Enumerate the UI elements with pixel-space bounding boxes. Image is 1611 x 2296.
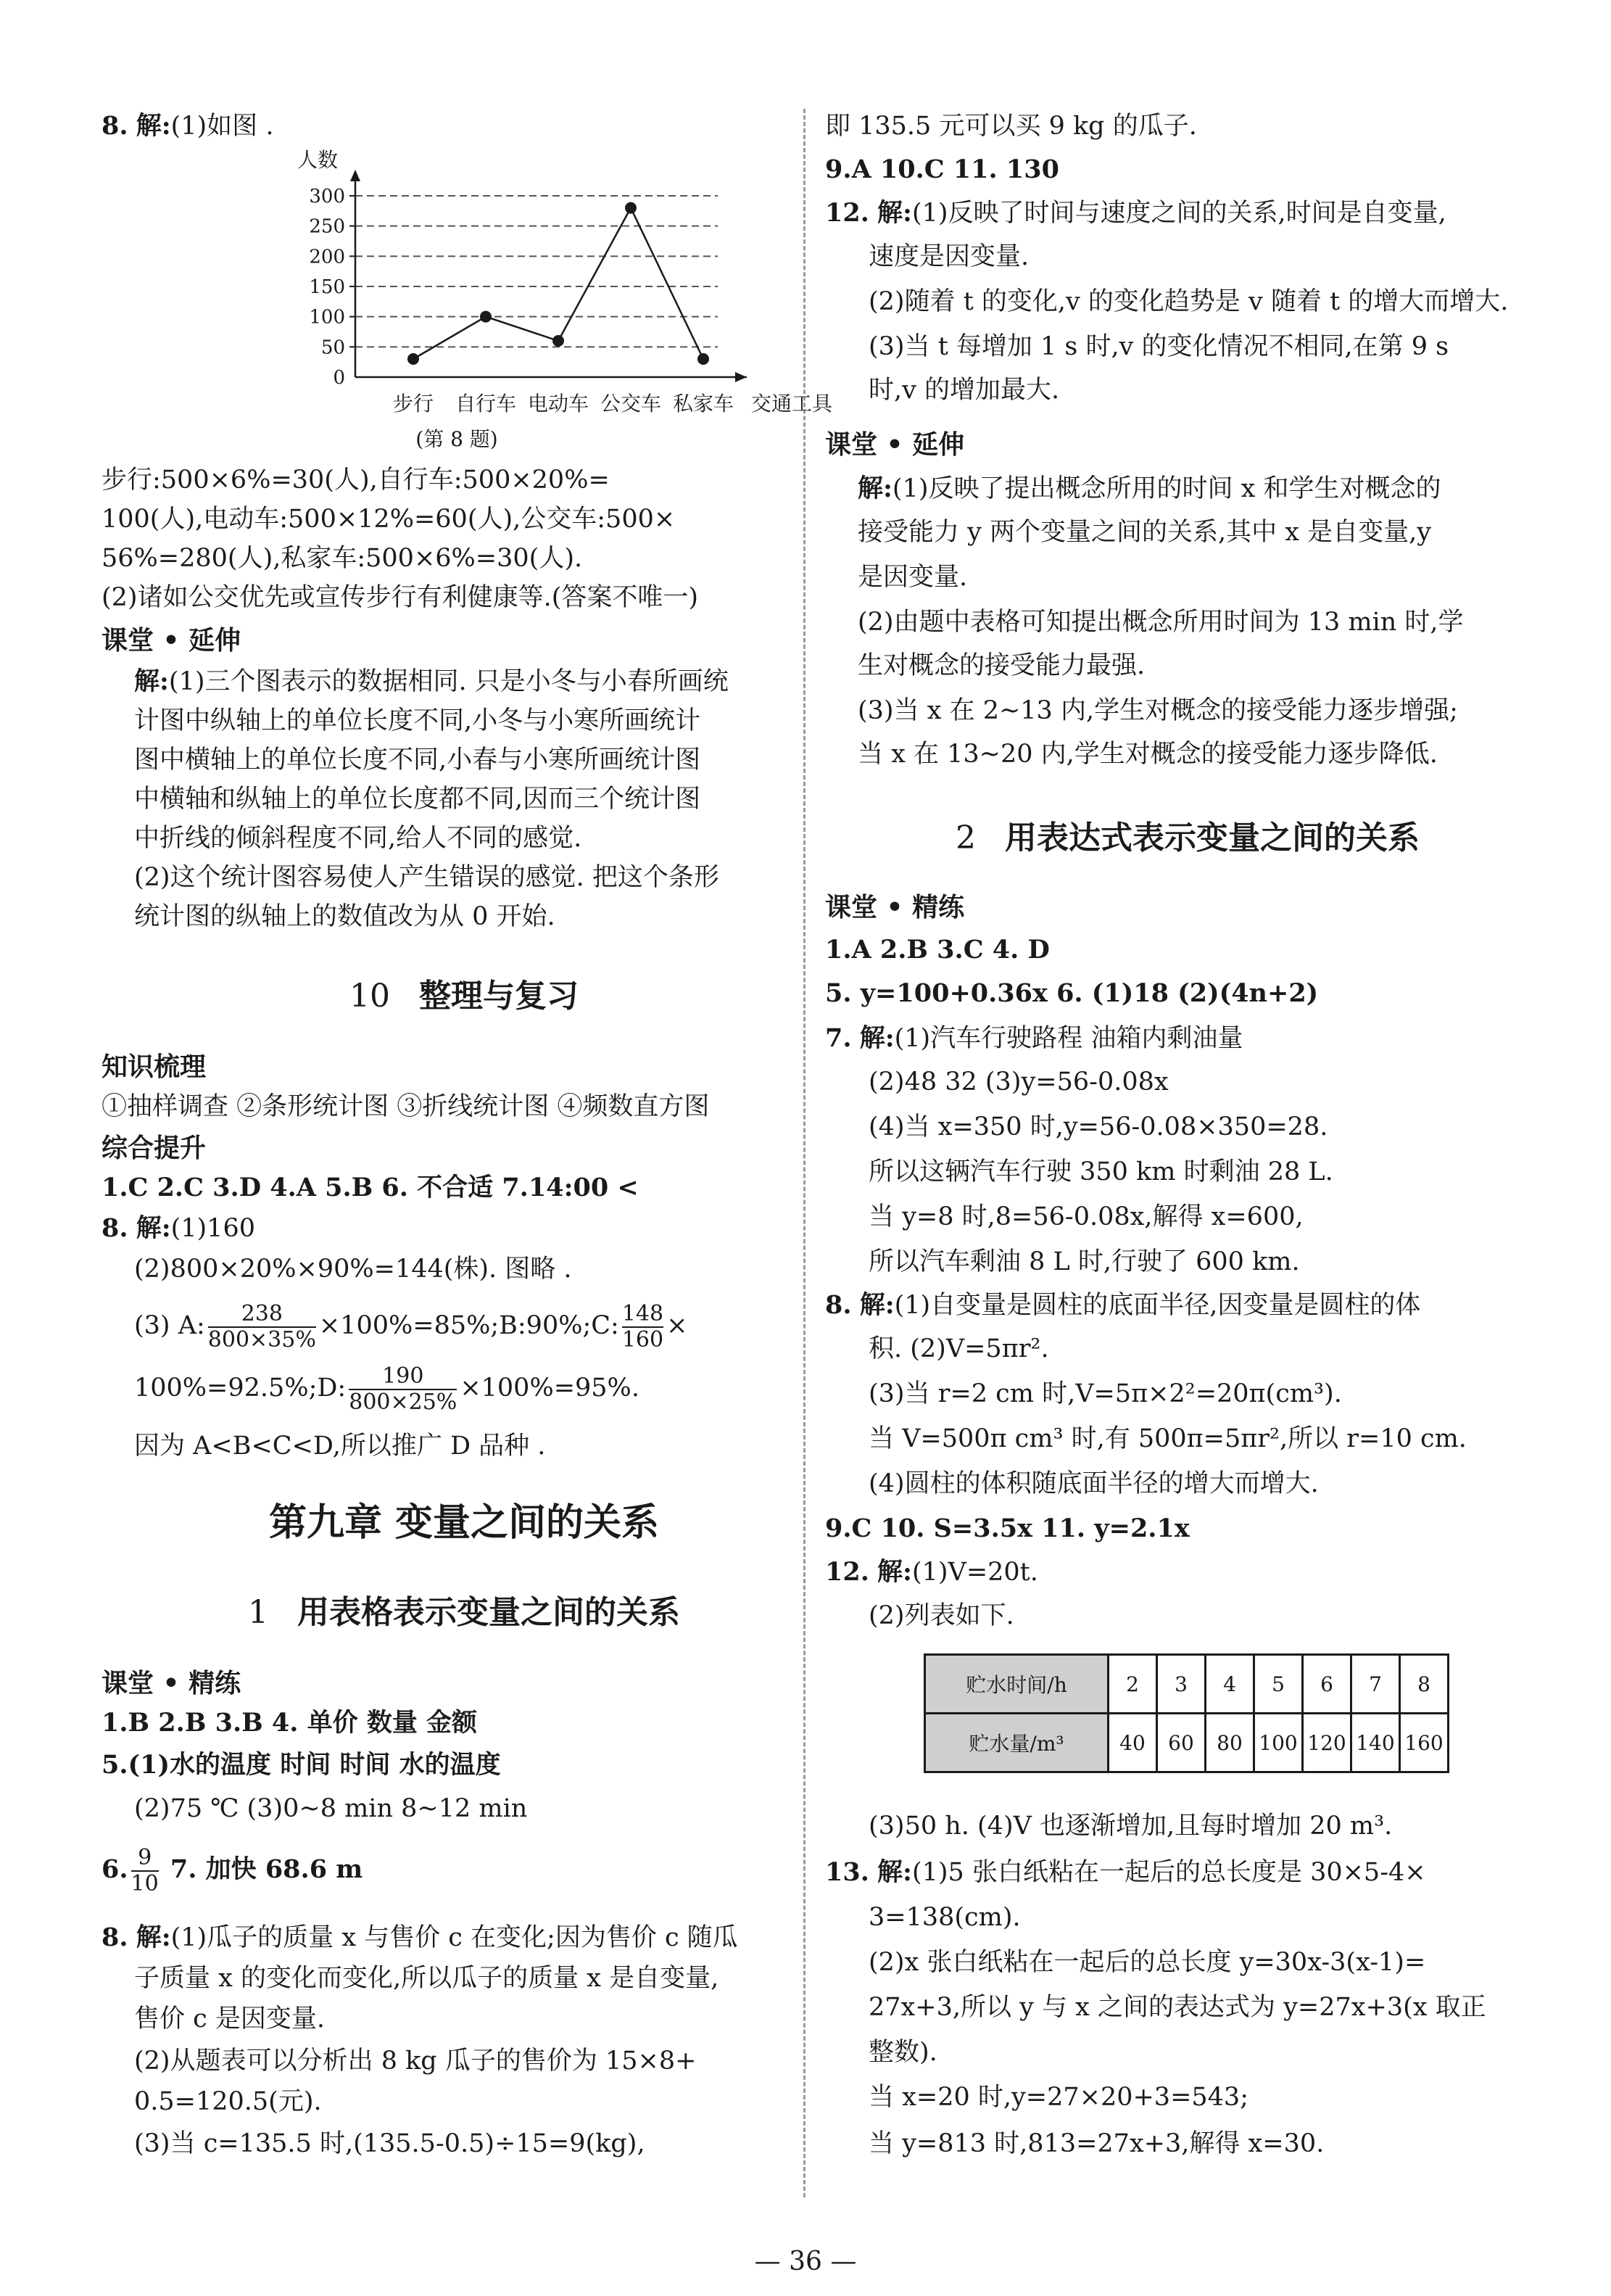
left-text-line: 因为 A<B<C<D,所以推广 D 品种 . <box>134 1432 546 1461</box>
data-point <box>407 353 419 365</box>
x-axis-arrow <box>735 372 747 382</box>
right-text-line: 当 y=8 时,8=56-0.08x,解得 x=600, <box>869 1202 1304 1231</box>
data-point <box>480 311 492 323</box>
right-text-line: (2)由题中表格可知提出概念所用时间为 13 min 时,学 <box>858 608 1464 637</box>
right-text-line: 整数). <box>869 2038 937 2067</box>
fraction: $\frac{238}{800\times 35\%}$ <box>207 1300 316 1353</box>
x-tick-label: 步行 <box>392 392 434 416</box>
data-point <box>625 202 637 214</box>
left-text-line: 6. $\frac{9}{10}$ 7. 加快 68.6 m <box>102 1844 363 1896</box>
left-text-line: 100(人),电动车:500×12%=60(人),公交车:500× <box>102 505 676 534</box>
table-cell: 40 <box>1109 1714 1157 1772</box>
x-tick-label: 公交车 <box>600 392 662 416</box>
table-cell: 6 <box>1303 1655 1351 1714</box>
section-heading-extension: 课堂 • 延伸 <box>825 430 965 460</box>
left-text-line: (2)从题表可以分析出 8 kg 瓜子的售价为 15×8+ <box>134 2047 697 2076</box>
x-tick-label: 电动车 <box>527 392 589 416</box>
table-cell: 80 <box>1206 1714 1254 1772</box>
section-title-10: 10 整理与复习 <box>349 978 579 1015</box>
right-text-line: (3)当 r=2 cm 时,V=5π×2²=20π(cm³). <box>869 1379 1342 1408</box>
section-heading-comprehensive: 综合提升 <box>102 1133 207 1163</box>
left-text-line: (2)800×20%×90%=144(株). 图略 . <box>134 1255 572 1284</box>
fraction: $\frac{190}{800\times 25\%}$ <box>349 1363 457 1415</box>
right-text-line: 是因变量. <box>858 563 968 592</box>
x-tick-label: 自行车 <box>455 392 517 416</box>
y-tick-label: 150 <box>309 276 345 298</box>
y-tick-label: 0 <box>333 367 345 389</box>
y-tick-label: 200 <box>309 246 345 268</box>
traffic-line-chart <box>196 145 833 421</box>
right-text-line: 当 y=813 时,813=27x+3,解得 x=30. <box>869 2129 1325 2158</box>
right-text-line: 9.C 10. S=3.5x 11. y=2.1x <box>825 1514 1190 1543</box>
right-text-line: (2)随着 t 的变化,v 的变化趋势是 v 随着 t 的增大而增大. <box>869 287 1509 316</box>
water-storage-table <box>924 1653 1449 1773</box>
right-text-line: 7. 解:(1)汽车行驶路程 油箱内剩油量 <box>825 1023 1243 1053</box>
section-heading-drill: 课堂 • 精练 <box>825 893 965 922</box>
data-point <box>697 353 709 365</box>
table-cell: 60 <box>1157 1714 1206 1772</box>
right-text-line: 8. 解:(1)自变量是圆柱的底面半径,因变量是圆柱的体 <box>825 1290 1421 1320</box>
left-text-line: (3) A: $\frac{238}{800\times 35\%}$ ×100%=85%;B:90%;C: $\frac{148}{160}$ × <box>134 1300 688 1353</box>
left-text-line: ①抽样调查 ②条形统计图 ③折线统计图 ④频数直方图 <box>102 1092 710 1121</box>
y-tick-label: 100 <box>309 306 345 329</box>
right-text-line: 时,v 的增加最大. <box>869 376 1060 405</box>
section-title-1: 1 用表格表示变量之间的关系 <box>248 1594 680 1631</box>
q8-heading: 8. 解:(1)如图 . <box>102 111 274 141</box>
page-number: — 36 — <box>754 2247 857 2276</box>
right-text-line: (2)x 张白纸粘在一起后的总长度 y=30x-3(x-1)= <box>869 1948 1426 1977</box>
table-cell: 120 <box>1303 1714 1351 1772</box>
right-text-line: 积. (2)V=5πr². <box>869 1334 1049 1363</box>
left-text-line: 图中横轴上的单位长度不同,小春与小寒所画统计图 <box>134 746 701 775</box>
chapter-title: 第九章 变量之间的关系 <box>268 1501 660 1545</box>
right-text-line: 当 x=20 时,y=27×20+3=543; <box>869 2083 1248 2112</box>
table-cell: 2 <box>1109 1655 1157 1714</box>
section-heading-knowledge: 知识梳理 <box>102 1052 207 1082</box>
fraction: $\frac{148}{160}$ <box>621 1300 664 1353</box>
right-text-line: (3)当 t 每增加 1 s 时,v 的变化情况不相同,在第 9 s <box>869 332 1449 361</box>
right-text-line: 解:(1)反映了提出概念所用的时间 x 和学生对概念的 <box>858 474 1441 503</box>
left-text-line: (2)75 ℃ (3)0~8 min 8~12 min <box>134 1794 528 1823</box>
left-text-line: 8. 解:(1)160 <box>102 1213 255 1243</box>
table-cell: 5 <box>1254 1655 1303 1714</box>
x-tick-label: 私家车 <box>672 392 734 416</box>
right-text-line: (3)50 h. (4)V 也逐渐增加,且每时增加 20 m³. <box>869 1812 1393 1841</box>
right-text-line: 当 x 在 13~20 内,学生对概念的接受能力逐步降低. <box>858 740 1438 769</box>
right-text-line: 1.A 2.B 3.C 4. D <box>825 935 1050 965</box>
left-text-line: 子质量 x 的变化而变化,所以瓜子的质量 x 是自变量, <box>134 1964 719 1993</box>
right-text-line: 27x+3,所以 y 与 x 之间的表达式为 y=27x+3(x 取正 <box>869 1993 1486 2022</box>
right-text-line: (3)当 x 在 2~13 内,学生对概念的接受能力逐步增强; <box>858 696 1458 725</box>
y-tick-label: 300 <box>309 186 345 207</box>
x-axis-label: 交通工具 <box>751 392 833 416</box>
table-cell: 160 <box>1400 1714 1449 1772</box>
left-text-line: 统计图的纵轴上的数值改为从 0 开始. <box>134 902 555 931</box>
left-text-line: 56%=280(人),私家车:500×6%=30(人). <box>102 544 583 573</box>
section-heading-drill: 课堂 • 精练 <box>102 1669 241 1698</box>
right-text-line: 12. 解:(1)V=20t. <box>825 1557 1038 1587</box>
left-text-line: 售价 c 是因变量. <box>134 2004 325 2033</box>
table-cell: 3 <box>1157 1655 1206 1714</box>
table-cell: 7 <box>1351 1655 1400 1714</box>
y-tick-label: 250 <box>309 215 345 238</box>
right-text-line: 所以这辆汽车行驶 350 km 时剩油 28 L. <box>869 1157 1333 1186</box>
table-cell: 140 <box>1351 1714 1400 1772</box>
left-text-line: 0.5=120.5(元). <box>134 2087 322 2116</box>
right-text-line: 12. 解:(1)反映了时间与速度之间的关系,时间是自变量, <box>825 198 1446 228</box>
left-text-line: 步行:500×6%=30(人),自行车:500×20%= <box>102 466 610 495</box>
right-text-line: (2)48 32 (3)y=56-0.08x <box>869 1068 1169 1097</box>
left-text-line: 1.B 2.B 3.B 4. 单价 数量 金额 <box>102 1708 478 1738</box>
right-text-line: 所以汽车剩油 8 L 时,行驶了 600 km. <box>869 1247 1300 1276</box>
fraction: $\frac{9}{10}$ <box>131 1844 159 1896</box>
right-text-line: (4)圆柱的体积随底面半径的增大而增大. <box>869 1469 1319 1498</box>
y-tick-label: 50 <box>320 336 345 359</box>
y-axis-arrow <box>350 170 360 181</box>
table-row <box>925 1714 1449 1772</box>
table-cell: 8 <box>1400 1655 1449 1714</box>
y-axis-label: 人数 <box>297 148 339 172</box>
left-text-line: (2)这个统计图容易使人产生错误的感觉. 把这个条形 <box>134 863 719 892</box>
right-text-line: 生对概念的接受能力最强. <box>858 651 1146 680</box>
left-text-line: 100%=92.5%;D: $\frac{190}{800\times 25\%}$ ×100%=95%. <box>134 1363 639 1415</box>
left-text-line: (2)诸如公交优先或宣传步行有利健康等.(答案不唯一) <box>102 583 699 612</box>
right-text-line: 5. y=100+0.36x 6. (1)18 (2)(4n+2) <box>825 978 1319 1008</box>
left-text-line: 5.(1)水的温度 时间 时间 水的温度 <box>102 1750 501 1780</box>
column-divider <box>803 109 806 2197</box>
section-title-2: 2 用表达式表示变量之间的关系 <box>956 819 1420 856</box>
right-text-line: 9.A 10.C 11. 130 <box>825 154 1059 184</box>
chart-caption: (第 8 题) <box>415 427 498 451</box>
table-header-cell: 贮水时间/h <box>925 1655 1109 1714</box>
right-text-line: (4)当 x=350 时,y=56-0.08×350=28. <box>869 1112 1328 1141</box>
right-text-line: 即 135.5 元可以买 9 kg 的瓜子. <box>825 112 1197 141</box>
left-text-line: 8. 解:(1)瓜子的质量 x 与售价 c 在变化;因为售价 c 随瓜 <box>102 1923 738 1952</box>
right-text-line: 3=138(cm). <box>869 1903 1021 1932</box>
table-header-cell: 贮水量/m³ <box>925 1714 1109 1772</box>
left-text-line: (3)当 c=135.5 时,(135.5-0.5)÷15=9(kg), <box>134 2129 645 2158</box>
right-text-line: (2)列表如下. <box>869 1601 1014 1630</box>
right-text-line: 接受能力 y 两个变量之间的关系,其中 x 是自变量,y <box>858 518 1432 547</box>
left-text-line: 1.C 2.C 3.D 4.A 5.B 6. 不合适 7.14:00 < <box>102 1173 639 1202</box>
data-point <box>552 335 564 347</box>
left-text-line: 计图中纵轴上的单位长度不同,小冬与小寒所画统计 <box>134 706 701 735</box>
table-cell: 100 <box>1254 1714 1303 1772</box>
table-row <box>925 1655 1449 1714</box>
right-text-line: 13. 解:(1)5 张白纸粘在一起后的总长度是 30×5-4× <box>825 1857 1426 1887</box>
left-text-line: 解:(1)三个图表示的数据相同. 只是小冬与小春所画统 <box>134 666 729 696</box>
left-text-line: 中横轴和纵轴上的单位长度都不同,因而三个统计图 <box>134 785 701 814</box>
table-cell: 4 <box>1206 1655 1254 1714</box>
left-text-line: 中折线的倾斜程度不同,给人不同的感觉. <box>134 824 582 853</box>
section-heading-extension: 课堂 • 延伸 <box>102 626 241 656</box>
right-text-line: 速度是因变量. <box>869 242 1030 271</box>
right-text-line: 当 V=500π cm³ 时,有 500π=5πr²,所以 r=10 cm. <box>869 1424 1467 1453</box>
